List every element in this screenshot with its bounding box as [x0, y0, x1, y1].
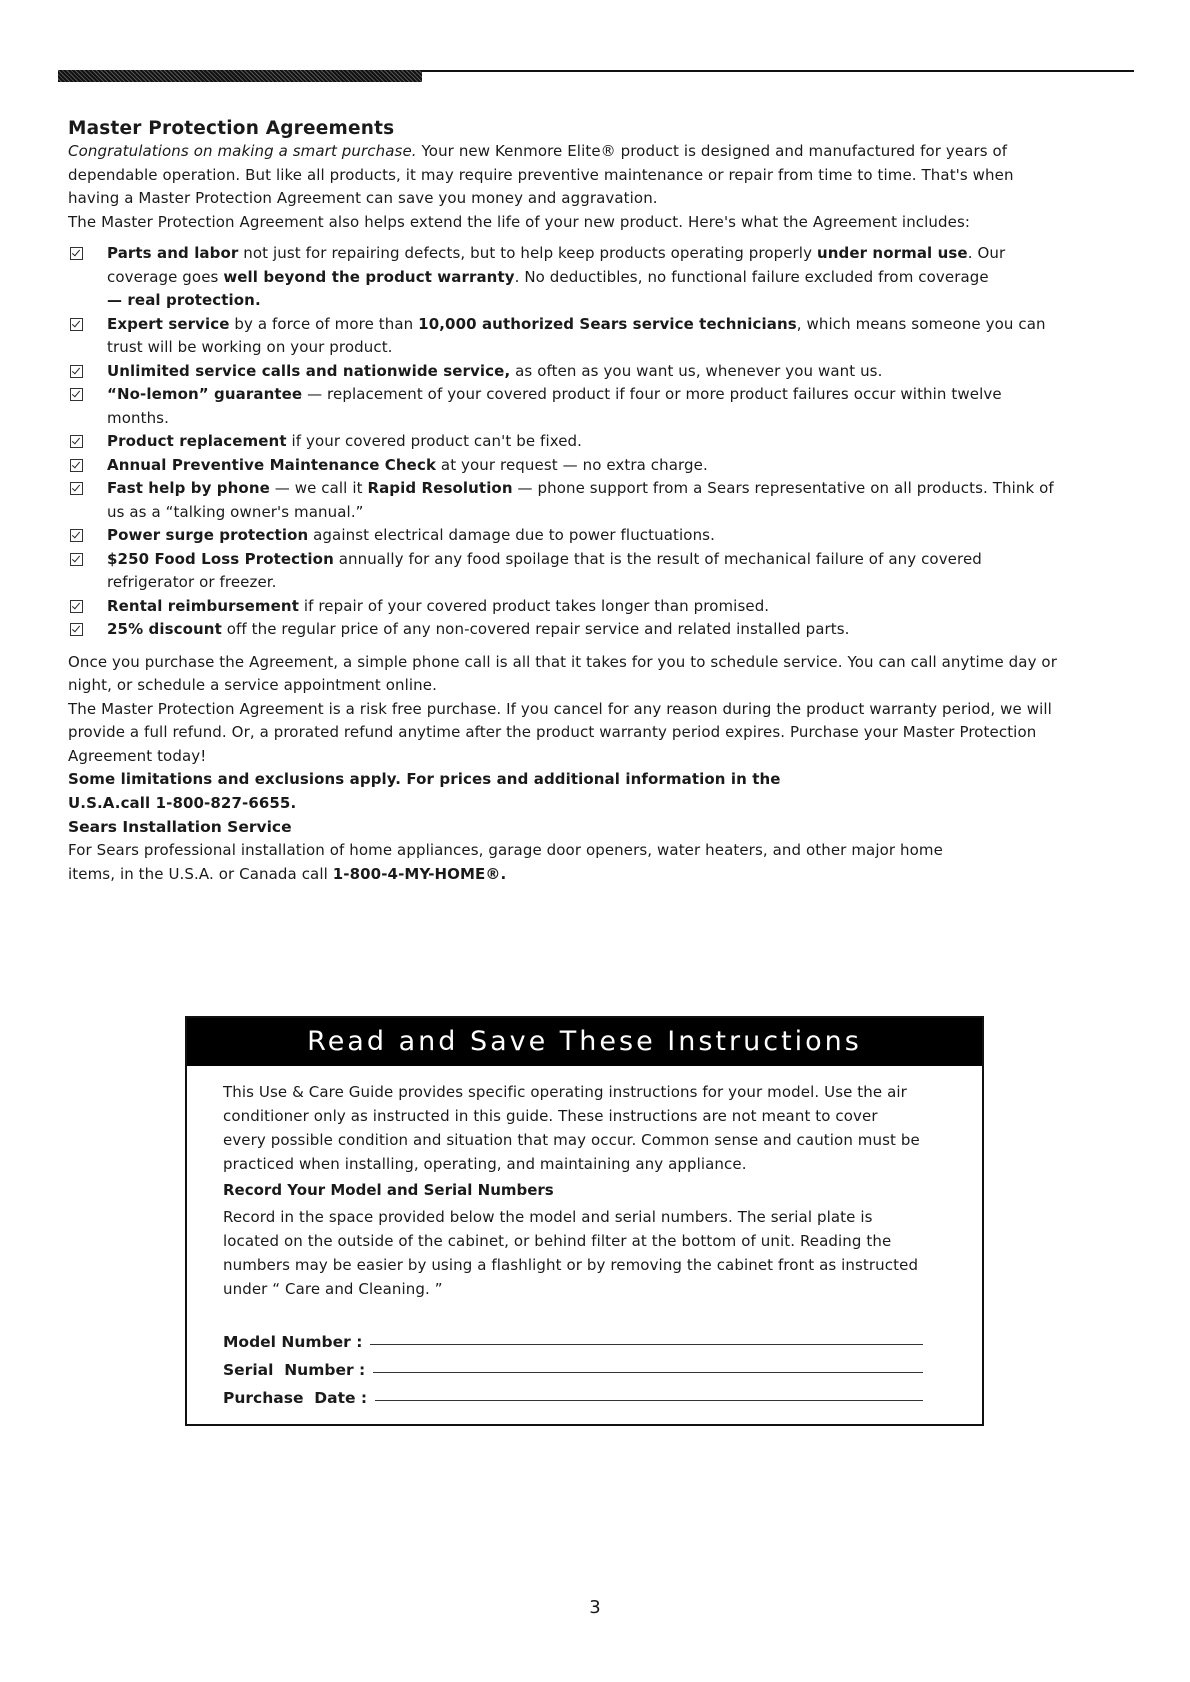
checkbox-icon — [70, 459, 83, 472]
benefit-text: off the regular price of any non-covered repair service and related installed parts. — [221, 620, 850, 638]
checkbox-icon — [70, 388, 83, 401]
benefit-text: , which means someone you can trust will be working on your product. — [107, 314, 1046, 356]
benefit-bold: well beyond the product warranty — [223, 267, 515, 286]
benefit-text: — we call it — [269, 479, 368, 497]
benefit-bold: Product replacement — [107, 432, 287, 450]
benefit-bold: 10,000 authorized Sears service technicians — [418, 314, 797, 333]
purchase-date-label: Purchase Date : — [223, 1389, 368, 1407]
instructions-box-body — [223, 1080, 923, 1407]
benefit-bold: Parts and labor — [107, 244, 239, 262]
benefit-bold: $250 Food Loss Protection — [107, 549, 334, 568]
benefit-text: if your covered product can't be fixed. — [286, 432, 583, 450]
benefit-item-parts — [68, 242, 1058, 313]
benefit-item-unlimited — [68, 360, 1058, 384]
checkbox-icon — [70, 318, 83, 331]
benefit-item-rental — [68, 595, 1058, 619]
installation-paragraph — [68, 839, 948, 886]
benefit-item-food — [68, 548, 1058, 595]
benefit-text: — replacement of your covered product if four or more product failures occur within twelve months. — [107, 385, 1002, 427]
instructions-box-title: Read and Save These Instructions — [187, 1018, 982, 1066]
serial-number-line[interactable] — [373, 1372, 923, 1373]
benefit-bold: Power surge protection — [107, 526, 309, 544]
once-paragraph: Once you purchase the Agreement, a simple phone call is all that it takes for you to schedule service. You can call anytime day or night, or schedule a service appointment online. — [68, 652, 1057, 694]
serial-number-label: Serial Number : — [223, 1361, 366, 1379]
intro-paragraph — [68, 140, 1058, 211]
model-number-label: Model Number : — [223, 1333, 363, 1351]
checkbox-icon — [70, 600, 83, 613]
benefit-bold: Rental reimbursement — [107, 596, 299, 615]
installation-text: For Sears professional installation of home appliances, garage door openers, water heaters, and other major home items, in the U.S.A. or Canada call — [68, 841, 943, 883]
benefit-text: . No deductibles, no functional failure excluded from coverage — [514, 267, 989, 286]
benefit-bold: Annual Preventive Maintenance Check — [107, 455, 437, 474]
benefit-item-discount — [68, 618, 1058, 642]
benefit-text: by a force of more than — [229, 314, 419, 333]
benefit-text: — phone support from a Sears representative on all products. Think of us as a “talking owner's manual.” — [107, 479, 1054, 521]
header-line — [422, 70, 1134, 72]
checkbox-icon — [70, 553, 83, 566]
benefit-text: against electrical damage due to power fluctuations. — [308, 526, 715, 544]
installation-phone: 1-800-4-MY-HOME®. — [332, 864, 507, 883]
checkbox-icon — [70, 529, 83, 542]
benefit-text: not just for repairing defects, but to help keep products operating properly — [238, 244, 817, 262]
header-bar-hatched — [58, 70, 422, 82]
model-number-field[interactable] — [223, 1323, 923, 1351]
purchase-date-line[interactable] — [375, 1400, 923, 1401]
checkbox-icon — [70, 435, 83, 448]
riskfree-paragraph: The Master Protection Agreement is a risk free purchase. If you cancel for any reason during the product warranty period, we will provide a full refund. Or, a prorated refund anytime after the product warranty period expires. Purchase your Master Protection Agreement today! — [68, 699, 1052, 765]
checkbox-icon — [70, 365, 83, 378]
benefit-item-annual — [68, 454, 1058, 478]
main-content — [68, 118, 1058, 886]
purchase-date-field[interactable] — [223, 1379, 923, 1407]
benefit-item-fasthelp — [68, 477, 1058, 524]
checkbox-icon — [70, 247, 83, 260]
benefit-item-surge — [68, 524, 1058, 548]
benefit-list — [68, 242, 1058, 642]
limitations-paragraph: Some limitations and exclusions apply. For prices and additional information in the U.S.A.call 1-800-827-6655. — [68, 770, 781, 812]
benefit-bold: Expert service — [107, 314, 230, 333]
benefit-item-expert — [68, 313, 1058, 360]
benefit-bold: Rapid Resolution — [367, 479, 513, 497]
includes-paragraph: The Master Protection Agreement also helps extend the life of your new product. Here's what the Agreement includes: — [68, 212, 971, 231]
benefit-bold: Unlimited service calls and nationwide service, — [107, 361, 511, 380]
benefit-text: at your request — no extra charge. — [436, 455, 708, 474]
benefit-bold: Fast help by phone — [107, 479, 270, 497]
intro-emphasis: Congratulations on making a smart purchase. — [68, 142, 417, 160]
intro-text: Your new Kenmore Elite® product is designed and manufactured for years of dependable operation. But like all products, it may require preventive maintenance or repair from time to time. That's when having a Master Protection Agreement can save you money and aggravation. — [68, 142, 1014, 207]
section-title-master-protection: Master Protection Agreements — [68, 118, 395, 139]
benefit-text: . Our coverage goes — [107, 244, 1006, 286]
serial-number-field[interactable] — [223, 1351, 923, 1379]
guide-paragraph: This Use & Care Guide provides specific operating instructions for your model. Use the air conditioner only as instructed in this guide. These instructions are not meant to cover every possible condition and situation that may occur. Common sense and caution must be practiced when installing, operating, and maintaining any appliance. — [223, 1083, 920, 1173]
benefit-bold: “No-lemon” guarantee — [107, 385, 303, 403]
checkbox-icon — [70, 482, 83, 495]
checkbox-icon — [70, 623, 83, 636]
model-number-line[interactable] — [370, 1344, 923, 1345]
benefit-bold: — real protection. — [107, 291, 261, 309]
header-rule — [58, 70, 1134, 82]
benefit-item-nolemon — [68, 383, 1058, 430]
benefit-bold: under normal use — [816, 244, 968, 262]
benefit-bold: 25% discount — [107, 620, 222, 638]
page-number: 3 — [589, 1597, 601, 1618]
benefit-text: annually for any food spoilage that is the result of mechanical failure of any covered refrigerator or freezer. — [107, 549, 982, 591]
record-paragraph: Record in the space provided below the model and serial numbers. The serial plate is located on the outside of the cabinet, or behind filter at the bottom of unit. Reading the numbers may be easier by using a flashlight or by removing the cabinet front as instructed under “ Care and Cleaning. ” — [223, 1208, 919, 1298]
record-title: Record Your Model and Serial Numbers — [223, 1181, 554, 1199]
instructions-box — [185, 1016, 984, 1426]
section-title-installation: Sears Installation Service — [68, 818, 292, 836]
benefit-text: as often as you want us, whenever you want us. — [510, 361, 883, 380]
benefit-text: if repair of your covered product takes longer than promised. — [298, 596, 770, 615]
record-fields — [223, 1323, 923, 1407]
benefit-item-replacement — [68, 430, 1058, 454]
